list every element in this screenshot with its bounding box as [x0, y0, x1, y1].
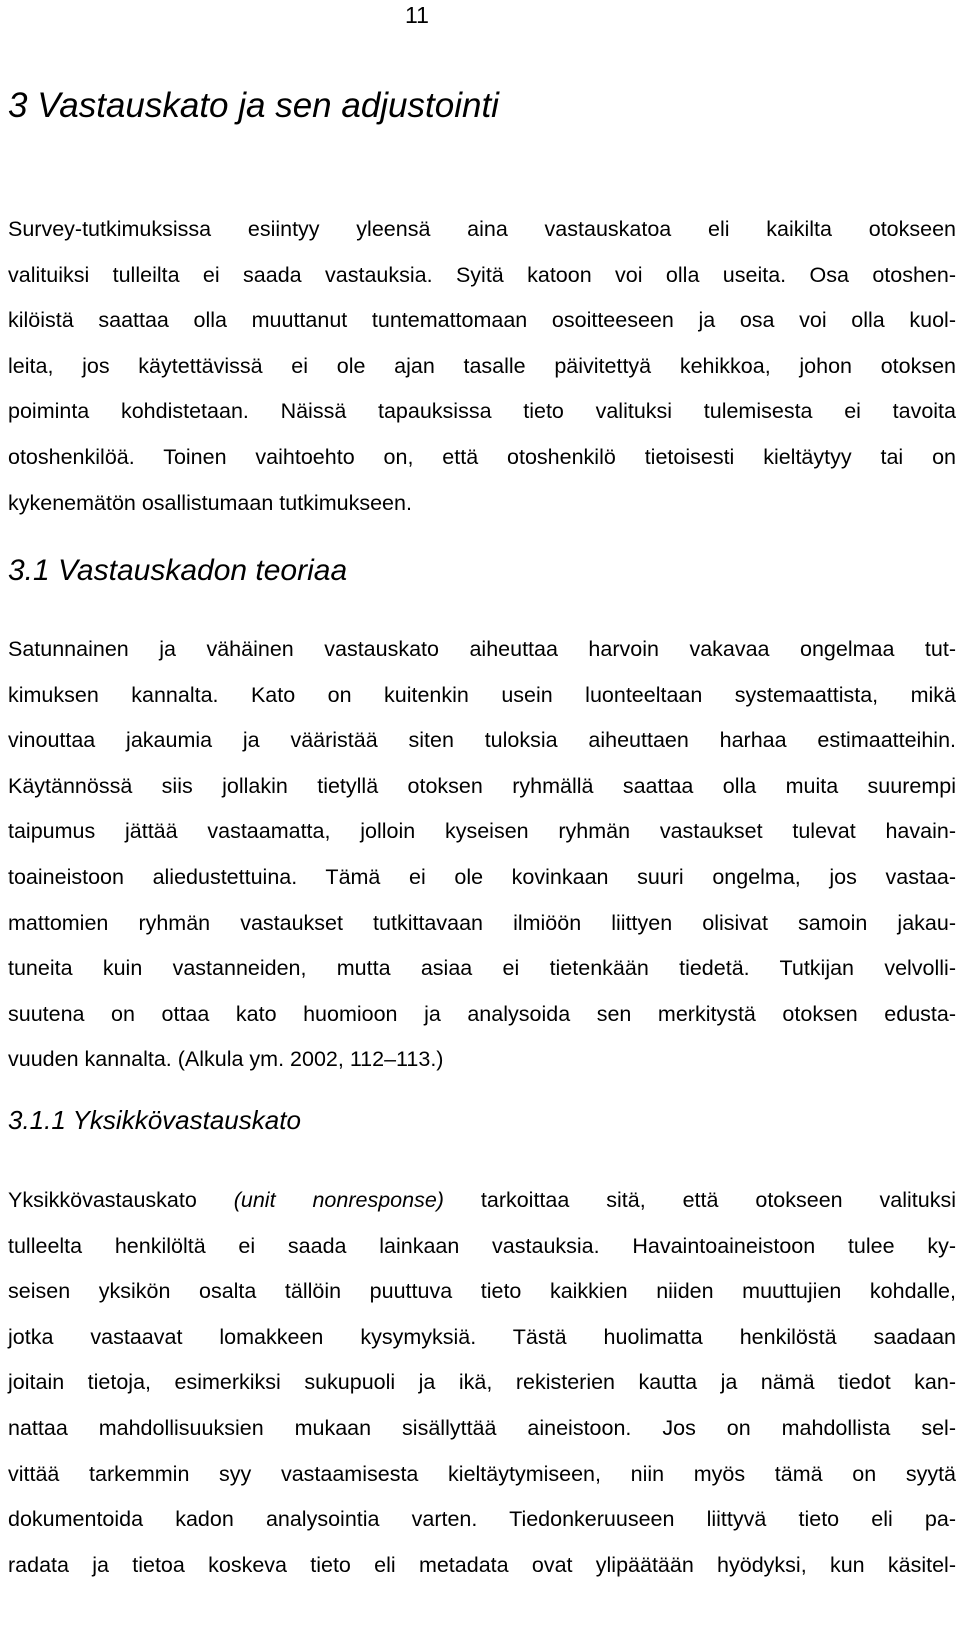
text-line: mattomien ryhmän vastaukset tutkittavaan ilmiöön liittyen olisivat samoin jakau-	[8, 910, 956, 935]
theory-paragraph	[8, 627, 956, 1083]
text-run: Yksikkövastauskato	[8, 1188, 234, 1212]
text-line: Käytännössä siis jollakin tietyllä otoksen ryhmällä saattaa olla muita suurempi	[8, 773, 956, 798]
text-line: radata ja tietoa koskeva tieto eli metadata ovat ylipäätään hyödyksi, kun käsitel-	[8, 1552, 956, 1577]
text-line: kilöistä saattaa olla muuttanut tuntemattomaan osoitteeseen ja osa voi olla kuol-	[8, 308, 956, 333]
text-run: tarkoittaa sitä, että otokseen valituksi	[443, 1188, 957, 1212]
text-line: suutena on ottaa kato huomioon ja analysoida sen merkitystä otoksen edusta-	[8, 1001, 956, 1026]
text-line: Satunnainen ja vähäinen vastauskato aiheuttaa harvoin vakavaa ongelmaa tut-	[8, 637, 956, 661]
text-line: Survey-tutkimuksissa esiintyy yleensä aina vastauskatoa eli kaikilta otokseen	[8, 217, 956, 241]
text-line: taipumus jättää vastaamatta, jolloin kyseisen ryhmän vastaukset tulevat havain-	[8, 819, 956, 844]
text-line: tulleelta henkilöltä ei saada lainkaan vastauksia. Havaintoaineistoon tulee ky-	[8, 1233, 956, 1258]
text-line: otoshenkilöä. Toinen vaihtoehto on, että otoshenkilö tietoisesti kieltäytyy tai on	[8, 444, 956, 469]
chapter-heading: 3 Vastauskato ja sen adjustointi	[8, 86, 499, 125]
text-line: leita, jos käytettävissä ei ole ajan tasalle päivitettyä kehikkoa, johon otoksen	[8, 353, 956, 378]
section-heading: 3.1 Vastauskadon teoriaa	[8, 554, 348, 587]
text-line: kimuksen kannalta. Kato on kuitenkin usein luonteeltaan systemaattista, mikä	[8, 682, 956, 707]
text-line: vittää tarkemmin syy vastaamisesta kieltäytymiseen, niin myös tämä on syytä	[8, 1461, 956, 1486]
text-line: tuneita kuin vastanneiden, mutta asiaa ei tietenkään tiedetä. Tutkijan velvolli-	[8, 956, 956, 981]
text-line	[8, 1178, 956, 1224]
text-line: dokumentoida kadon analysointia varten. Tiedonkeruuseen liittyvä tieto eli pa-	[8, 1507, 956, 1532]
text-line: vinouttaa jakaumia ja vääristää siten tuloksia aiheuttaen harhaa estimaatteihin.	[8, 728, 956, 753]
text-line: jotka vastaavat lomakkeen kysymyksiä. Tästä huolimatta henkilöstä saadaan	[8, 1324, 956, 1349]
text-line: toaineistoon aliedustettuina. Tämä ei ole kovinkaan suuri ongelma, jos vastaa-	[8, 864, 956, 889]
text-line: seisen yksikön osalta tällöin puuttuva tieto kaikkien niiden muuttujien kohdalle,	[8, 1279, 956, 1304]
text-line: nattaa mahdollisuuksien mukaan sisällyttää aineistoon. Jos on mahdollista sel-	[8, 1415, 956, 1440]
text-line: poiminta kohdistetaan. Näissä tapauksissa tieto valituksi tulemisesta ei tavoita	[8, 399, 956, 424]
text-line: valituiksi tulleilta ei saada vastauksia. Syitä katoon voi olla useita. Osa otoshen-	[8, 262, 956, 287]
page-number: 11	[405, 2, 429, 28]
subsection-heading: 3.1.1 Yksikkövastauskato	[8, 1105, 301, 1135]
text-line: joitain tietoja, esimerkiksi sukupuoli ja ikä, rekisterien kautta ja nämä tiedot kan-	[8, 1370, 956, 1395]
italic-term: (unit nonresponse)	[233, 1188, 444, 1212]
text-line: kykenemätön osallistumaan tutkimukseen.	[8, 490, 412, 515]
text-line: vuuden kannalta. (Alkula ym. 2002, 112–113.)	[8, 1047, 444, 1072]
intro-paragraph	[8, 207, 956, 526]
unit-nonresponse-paragraph	[8, 1178, 956, 1588]
